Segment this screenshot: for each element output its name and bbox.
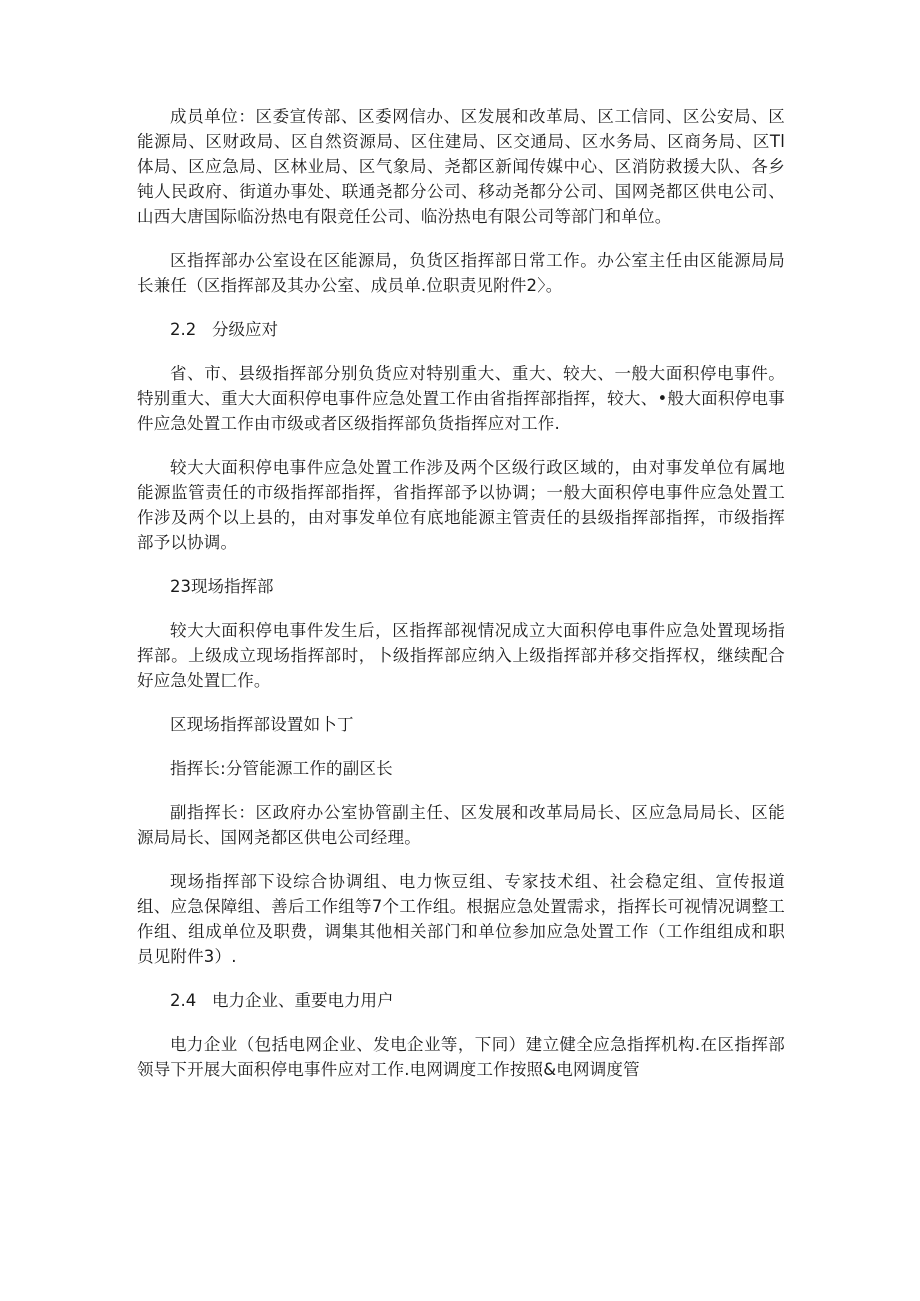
paragraph-graded-response-2: 较大大面积停电事件应急处置工作涉及两个区级行政区域的，由对事发单位有属地能源监管责任的市级指挥部指挥，省指挥部予以协调；一般大面积停电事件应急处置工作涉及两个以上县的，由对事发单位有底地能源主管责任的县级指挥部指挥，市级指挥部予以协调。 (137, 458, 785, 552)
paragraph-office: 区指挥部办公室设在区能源局，负货区指挥部日常工作。办公室主任由区能源局局长兼任（区指挥部及其办公室、成员单.位职责见附件2〉。 (137, 251, 785, 295)
section-number: 2.2 (170, 320, 197, 339)
document-page (137, 104, 785, 1101)
section-heading-2-2 (137, 317, 785, 342)
section-number: 2.4 (170, 991, 197, 1010)
section-heading-2-4 (137, 988, 785, 1013)
section-heading-2-3: 23现场指挥部 (170, 577, 274, 596)
paragraph-onsite-2: 区现场指挥部设置如卜丁 (170, 715, 354, 734)
paragraph-onsite-5: 现场指挥部下设综合协调组、电力恢豆组、专家技术组、社会稳定组、宣传报道组、应急保障组、善后工作组等7个工作组。根据应急处置需求，指挥长可视情况调整工作组、组成单位及职费，调集其他相关部门和单位参加应急处置工作（工作组组成和职员见附件3）. (137, 872, 785, 966)
paragraph-graded-response-1: 省、市、县级指挥部分别负货应对特别重大、重大、较大、一般大面积停电事件。特别重大、重大大面积停电事件应急处置工作由省指挥部指挥，较大、•般大面积停电事件应急处置工作由市级或者区级指挥部负货指挥应对工作. (137, 364, 785, 433)
paragraph-member-units: 成员单位：区委宣传部、区委网信办、区发展和改革局、区工信同、区公安局、区能源局、区财政局、区自然资源局、区住建局、区交通局、区水务局、区商务局、区Tl体局、区应急局、区林业局、区气象局、尧都区新闻传媒中心、区消防救援大队、各乡钝人民政府、街道办事处、联通尧都分公司、移动尧都分公司、国网尧都区供电公司、山西大唐国际临汾热电有限竞任公司、临汾热电有限公司等部门和单位。 (137, 107, 785, 226)
paragraph-onsite-3: 指挥长:分管能源工作的副区长 (170, 759, 393, 778)
paragraph-power-enterprises: 电力企业（包括电网企业、发电企业等，下同）建立健全应急指挥机构.在区指挥部领导下开展大面积停电事件应对工作.电网调度工作按照&电网调度管 (137, 1035, 785, 1079)
paragraph-onsite-4: 副指挥长：区政府办公室协管副主任、区发展和改革局局长、区应急局局长、区能源局局长、国网尧都区供电公司经理。 (137, 803, 785, 847)
section-title: 电力企业、重要电力用户 (212, 991, 394, 1010)
paragraph-onsite-1: 较大大面积停电事件发生后，区指挥部视情况成立大面积停电事件应急处置现场指挥部。上级成立现场指挥部时，卜级指挥部应纳入上级指挥部并移交指挥权，继续配合好应急处置匚作。 (137, 621, 785, 690)
section-title: 分级应对 (212, 320, 278, 339)
